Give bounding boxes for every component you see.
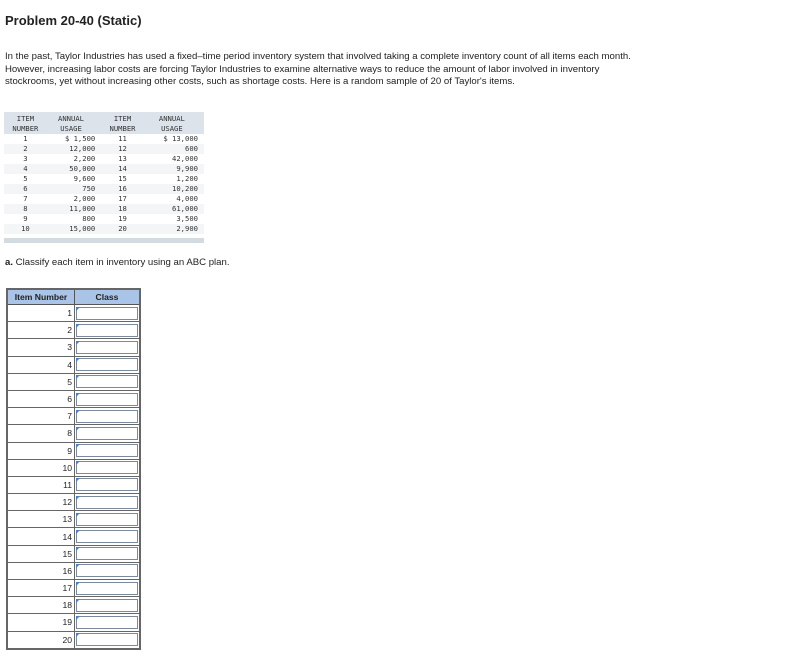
item-number-label: 9 <box>7 442 75 459</box>
answer-row <box>7 631 140 649</box>
class-cell <box>75 408 141 425</box>
class-cell <box>75 631 141 649</box>
item-number-cell: 3 <box>23 154 28 163</box>
item-number-cell: 18 <box>99 204 146 214</box>
answer-row <box>7 476 140 493</box>
item-number-cell: 20 <box>99 224 146 234</box>
answer-row <box>7 614 140 631</box>
answer-row <box>7 511 140 528</box>
annual-usage-cell: 2,900 <box>146 224 204 234</box>
class-input[interactable] <box>76 564 138 577</box>
question-a: a. Classify each item in inventory using an ABC plan. <box>5 257 230 268</box>
header-class: Class <box>75 289 141 305</box>
item-number-cell: 1 <box>23 134 28 143</box>
item-number-label: 10 <box>7 459 75 476</box>
answer-row <box>7 373 140 390</box>
input-marker-icon <box>76 375 80 379</box>
usage-row <box>4 184 204 194</box>
item-number-label: 17 <box>7 580 75 597</box>
class-cell <box>75 442 141 459</box>
item-number-cell: 4 <box>4 164 47 174</box>
class-input[interactable] <box>76 375 138 388</box>
input-marker-icon <box>76 564 80 568</box>
annual-usage-cell: 50,000 <box>47 164 99 174</box>
item-number-label: 14 <box>7 528 75 545</box>
input-marker-icon <box>76 444 80 448</box>
answer-row <box>7 305 140 322</box>
item-number-cell: 16 <box>99 184 146 194</box>
class-cell <box>75 494 141 511</box>
class-cell <box>75 373 141 390</box>
usage-row <box>4 204 204 214</box>
input-marker-icon <box>76 513 80 517</box>
item-number-label: 15 <box>7 545 75 562</box>
usage-table-container <box>4 112 204 243</box>
annual-usage-cell: 2,000 <box>73 194 96 203</box>
answer-row <box>7 408 140 425</box>
answer-header-row <box>7 289 140 305</box>
answer-row <box>7 425 140 442</box>
header-item-number: Item Number <box>7 289 75 305</box>
input-marker-icon <box>76 616 80 620</box>
item-number-label: 2 <box>7 322 75 339</box>
class-input[interactable] <box>76 461 138 474</box>
class-cell <box>75 476 141 493</box>
class-input[interactable] <box>76 530 138 543</box>
class-input[interactable] <box>76 547 138 560</box>
item-number-label: 1 <box>7 305 75 322</box>
class-input[interactable] <box>76 393 138 406</box>
annual-usage-cell: 2,200 <box>73 154 96 163</box>
annual-usage-cell: 10,200 <box>146 184 204 194</box>
usage-row <box>4 194 204 204</box>
item-number-cell: 2 <box>4 144 47 154</box>
item-number-cell: 19 <box>118 214 127 223</box>
usage-row <box>4 174 204 184</box>
usage-row <box>4 224 204 234</box>
class-cell <box>75 511 141 528</box>
item-number-label: 3 <box>7 339 75 356</box>
header-item-number-1: ITEM NUMBER <box>4 112 47 134</box>
usage-table-body <box>4 134 204 234</box>
class-input[interactable] <box>76 307 138 320</box>
usage-header-row <box>4 112 204 134</box>
item-number-cell: 5 <box>23 174 28 183</box>
header-item-number-2: ITEM NUMBER <box>99 112 146 134</box>
class-cell <box>75 528 141 545</box>
class-input[interactable] <box>76 496 138 509</box>
class-cell <box>75 459 141 476</box>
item-number-cell: 9 <box>23 214 28 223</box>
input-marker-icon <box>76 530 80 534</box>
item-number-cell: 15 <box>118 174 127 183</box>
class-input[interactable] <box>76 410 138 423</box>
item-number-label: 8 <box>7 425 75 442</box>
class-input[interactable] <box>76 358 138 371</box>
answer-row <box>7 597 140 614</box>
input-marker-icon <box>76 633 80 637</box>
annual-usage-cell: 750 <box>47 184 99 194</box>
class-cell <box>75 562 141 579</box>
annual-usage-cell: 4,000 <box>176 194 198 203</box>
annual-usage-cell: 9,600 <box>73 174 96 183</box>
item-number-cell: 10 <box>4 224 47 234</box>
class-cell <box>75 390 141 407</box>
answer-row <box>7 442 140 459</box>
answer-row <box>7 562 140 579</box>
answer-row <box>7 580 140 597</box>
input-marker-icon <box>76 393 80 397</box>
answer-table-body <box>7 305 140 649</box>
item-number-label: 6 <box>7 390 75 407</box>
annual-usage-cell: 12,000 <box>47 144 99 154</box>
input-marker-icon <box>76 324 80 328</box>
input-marker-icon <box>76 582 80 586</box>
answer-row <box>7 390 140 407</box>
item-number-cell: 8 <box>4 204 47 214</box>
item-number-label: 20 <box>7 631 75 649</box>
class-input[interactable] <box>76 616 138 629</box>
annual-usage-cell: $ 13,000 <box>163 134 198 143</box>
class-cell <box>75 545 141 562</box>
class-cell <box>75 597 141 614</box>
annual-usage-cell: 800 <box>82 214 96 223</box>
class-input[interactable] <box>76 427 138 440</box>
annual-usage-cell: 3,500 <box>176 214 198 223</box>
item-number-cell: 14 <box>99 164 146 174</box>
input-marker-icon <box>76 307 80 311</box>
input-marker-icon <box>76 427 80 431</box>
item-number-cell: 17 <box>118 194 127 203</box>
item-number-label: 7 <box>7 408 75 425</box>
abc-answer-table <box>6 288 141 650</box>
input-marker-icon <box>76 547 80 551</box>
page-title: Problem 20-40 (Static) <box>5 13 142 28</box>
item-number-label: 12 <box>7 494 75 511</box>
item-number-label: 13 <box>7 511 75 528</box>
usage-row <box>4 214 204 224</box>
usage-row <box>4 154 204 164</box>
answer-row <box>7 459 140 476</box>
header-annual-usage-2: ANNUAL USAGE <box>146 112 204 134</box>
input-marker-icon <box>76 599 80 603</box>
item-number-cell: 13 <box>118 154 127 163</box>
answer-row <box>7 339 140 356</box>
header-annual-usage-1: ANNUAL USAGE <box>47 112 99 134</box>
input-marker-icon <box>76 478 80 482</box>
class-input[interactable] <box>76 599 138 612</box>
class-input[interactable] <box>76 324 138 337</box>
item-number-label: 5 <box>7 373 75 390</box>
annual-usage-cell: 600 <box>146 144 204 154</box>
item-number-cell: 12 <box>99 144 146 154</box>
annual-usage-cell: 15,000 <box>47 224 99 234</box>
usage-row <box>4 164 204 174</box>
class-cell <box>75 305 141 322</box>
class-input[interactable] <box>76 444 138 457</box>
problem-intro: In the past, Taylor Industries has used a fixed–time period inventory system that involved taking a complete inventory count of all items each month. However, increasing labor costs are forcing Taylor Industries to examine alternative ways to reduce the amount of labor involved in inventory stockrooms, yet without increasing other costs, such as shortage costs. Here is a random sample of 20 of Taylor's items. <box>5 51 631 88</box>
class-input[interactable] <box>76 478 138 491</box>
usage-table <box>4 112 204 234</box>
annual-usage-cell: 61,000 <box>146 204 204 214</box>
item-number-label: 19 <box>7 614 75 631</box>
class-input[interactable] <box>76 633 138 646</box>
annual-usage-cell: 42,000 <box>172 154 198 163</box>
answer-row <box>7 356 140 373</box>
input-marker-icon <box>76 461 80 465</box>
input-marker-icon <box>76 358 80 362</box>
annual-usage-cell: 9,900 <box>146 164 204 174</box>
item-number-label: 4 <box>7 356 75 373</box>
item-number-cell: 7 <box>23 194 28 203</box>
annual-usage-cell: 1,200 <box>176 174 198 183</box>
input-marker-icon <box>76 341 80 345</box>
item-number-cell: 11 <box>118 134 127 143</box>
answer-row <box>7 322 140 339</box>
item-number-cell: 6 <box>4 184 47 194</box>
class-cell <box>75 322 141 339</box>
class-cell <box>75 580 141 597</box>
answer-row <box>7 494 140 511</box>
class-input[interactable] <box>76 513 138 526</box>
answer-row <box>7 528 140 545</box>
answer-row <box>7 545 140 562</box>
class-cell <box>75 425 141 442</box>
class-cell <box>75 339 141 356</box>
class-input[interactable] <box>76 582 138 595</box>
annual-usage-cell: 11,000 <box>47 204 99 214</box>
class-input[interactable] <box>76 341 138 354</box>
input-marker-icon <box>76 410 80 414</box>
usage-table-scrollbar <box>4 238 204 243</box>
annual-usage-cell: $ 1,500 <box>64 134 96 143</box>
item-number-label: 11 <box>7 476 75 493</box>
usage-row <box>4 144 204 154</box>
item-number-label: 16 <box>7 562 75 579</box>
input-marker-icon <box>76 496 80 500</box>
usage-row <box>4 134 204 144</box>
item-number-label: 18 <box>7 597 75 614</box>
class-cell <box>75 614 141 631</box>
class-cell <box>75 356 141 373</box>
